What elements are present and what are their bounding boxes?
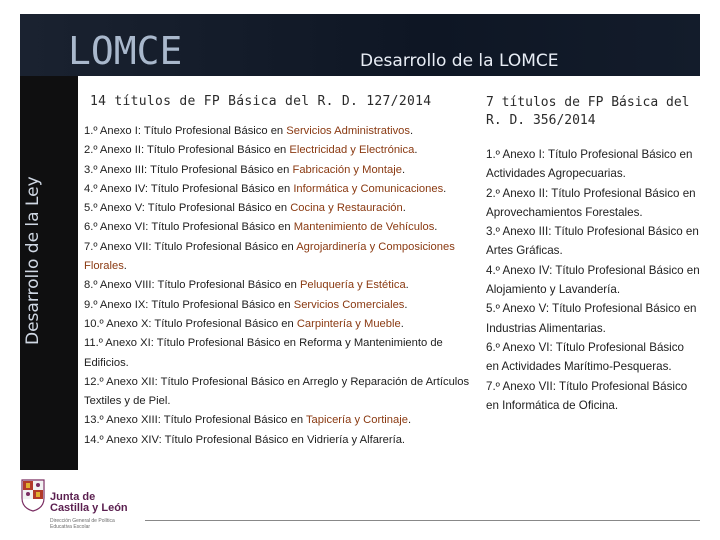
coat-of-arms-icon bbox=[20, 478, 46, 512]
list-item: 1.º Anexo I: Título Profesional Básico en Actividades Agropecuarias. bbox=[486, 148, 693, 181]
side-label: Desarrollo de la Ley bbox=[23, 176, 43, 345]
right-title-list bbox=[486, 145, 700, 415]
list-item: 5.º Anexo V: Título Profesional Básico en Industrias Alimentarias. bbox=[486, 302, 697, 335]
list-item: 2.º Anexo II: Título Profesional Básico en Electricidad y Electrónica. bbox=[84, 144, 418, 157]
list-item: 8.º Anexo VIII: Título Profesional Básico en Peluquería y Estética. bbox=[84, 279, 409, 292]
junta-castilla-leon-logo bbox=[20, 478, 140, 534]
lomce-logo: LOMCE bbox=[68, 29, 183, 73]
left-title-list bbox=[84, 122, 472, 450]
list-item: 14.º Anexo XIV: Título Profesional Básico en Vidriería y Alfarería. bbox=[84, 433, 406, 446]
list-item: 3.º Anexo III: Título Profesional Básico en Fabricación y Montaje. bbox=[84, 163, 406, 176]
list-item: 5.º Anexo V: Título Profesional Básico en Cocina y Restauración. bbox=[84, 202, 406, 215]
right-heading: 7 títulos de FP Básica del R. D. 356/2014 bbox=[486, 95, 690, 128]
list-item: 6.º Anexo VI: Título Profesional Básico en Actividades Marítimo-Pesqueras. bbox=[486, 340, 685, 374]
list-item: 1.º Anexo I: Título Profesional Básico en Servicios Administrativos. bbox=[84, 125, 414, 137]
list-item: 12.º Anexo XII: Título Profesional Básico en Arreglo y Reparación de Artículos Textiles y de Piel. bbox=[84, 375, 470, 408]
list-item: 11.º Anexo XI: Título Profesional Básico en Reforma y Mantenimiento de Edificios. bbox=[84, 337, 443, 369]
list-item: 2.º Anexo II: Título Profesional Básico en Aprovechamientos Forestales. bbox=[486, 186, 696, 219]
list-item: 7.º Anexo VII: Título Profesional Básico en Informática de Oficina. bbox=[486, 379, 688, 412]
list-item: 10.º Anexo X: Título Profesional Básico en Carpintería y Mueble. bbox=[84, 317, 404, 330]
list-item: 3.º Anexo III: Título Profesional Básico en Artes Gráficas. bbox=[486, 225, 699, 258]
title-banner bbox=[20, 14, 700, 76]
list-item: 4.º Anexo IV: Título Profesional Básico en Informática y Comunicaciones. bbox=[84, 182, 447, 195]
list-item: 6.º Anexo VI: Título Profesional Básico en Mantenimiento de Vehículos. bbox=[84, 221, 438, 234]
footer-divider bbox=[145, 520, 700, 521]
list-item: 13.º Anexo XIII: Título Profesional Básico en Tapicería y Cortinaje. bbox=[84, 414, 412, 427]
list-item: 9.º Anexo IX: Título Profesional Básico en Servicios Comerciales. bbox=[84, 298, 408, 311]
list-item: 7.º Anexo VII: Título Profesional Básico en Agrojardinería y Composiciones Florales. bbox=[84, 240, 455, 273]
junta-name: Junta de Castilla y León bbox=[50, 491, 128, 514]
left-heading: 14 títulos de FP Básica del R. D. 127/2014 bbox=[90, 94, 432, 109]
junta-tagline: Dirección General de Política Educativa Escolar bbox=[50, 518, 115, 530]
banner-subtitle: Desarrollo de la LOMCE bbox=[360, 51, 559, 71]
list-item: 4.º Anexo IV: Título Profesional Básico en Alojamiento y Lavandería. bbox=[486, 263, 700, 297]
